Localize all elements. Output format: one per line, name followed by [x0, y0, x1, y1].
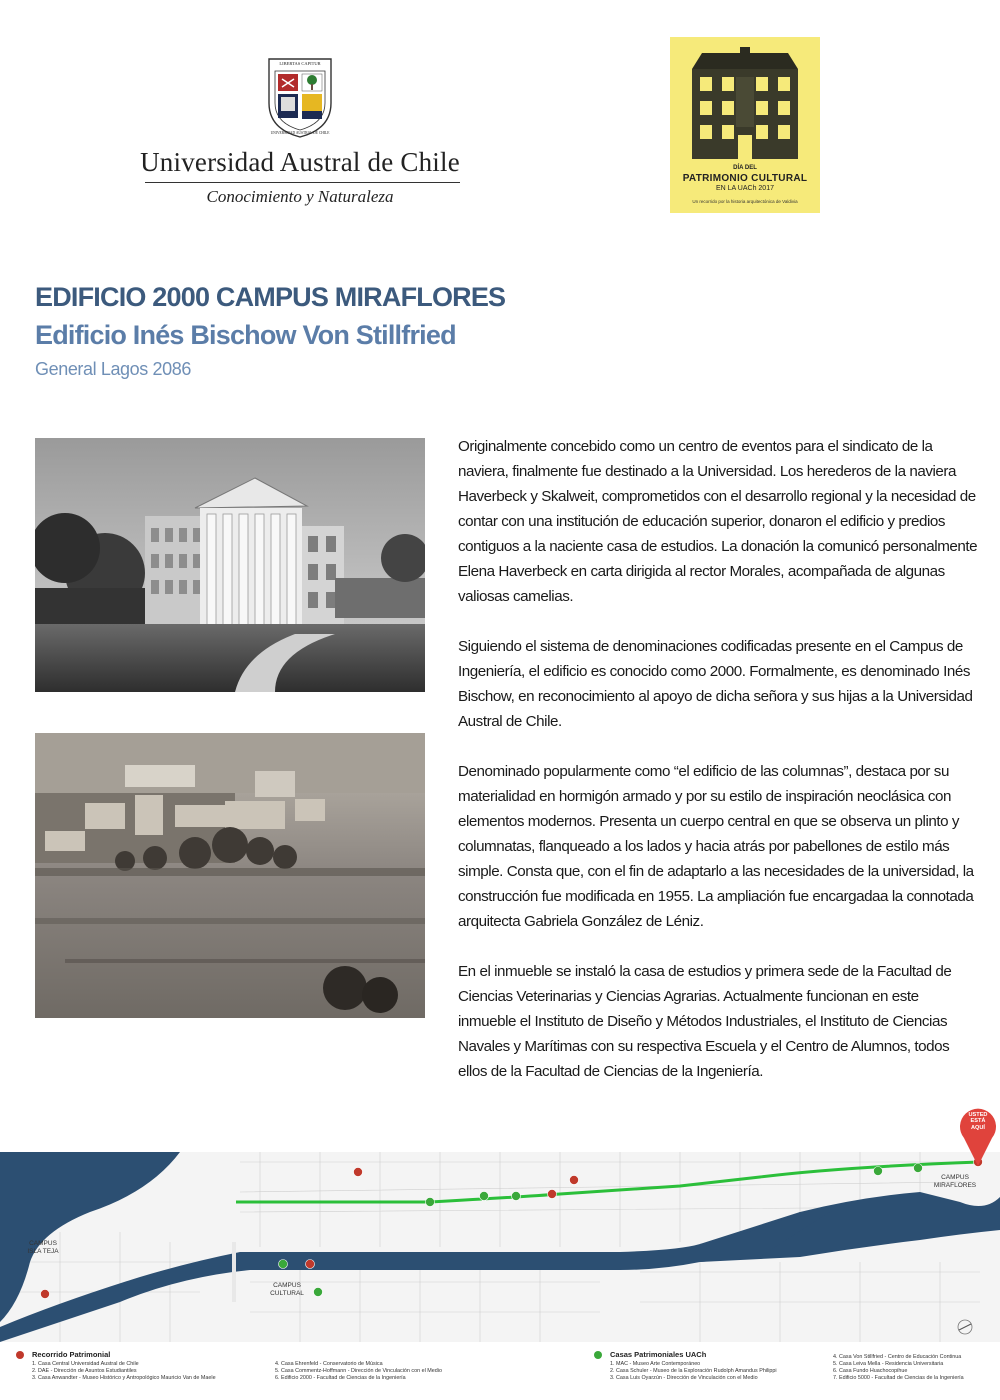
map-label-miraflores: CAMPUS MIRAFLORES — [933, 1174, 977, 1189]
legend-item: 7. Edificio 5000 - Facultad de Ciencias de la Ingeniería — [833, 1375, 964, 1381]
poster-line1: DÍA DEL — [733, 165, 757, 171]
route-map — [0, 1152, 1000, 1342]
divider — [145, 182, 460, 183]
patrimonio-poster — [670, 37, 820, 213]
legend-red-dot — [16, 1351, 24, 1359]
flood-aerial-photo — [35, 733, 425, 1018]
legend-casas-title: Casas Patrimoniales UACh — [610, 1350, 707, 1359]
legend-item: 4. Casa Von Stillfried - Centro de Educación Continua — [833, 1354, 962, 1360]
legend-item: 5. Casa Leiva Mella - Residencia Universitaria — [833, 1361, 944, 1367]
crest-ring-text: UNIVERSIDAD AUSTRAL DE CHILE — [270, 131, 330, 135]
legend-item: 1. Casa Central Universidad Austral de Chile — [32, 1361, 139, 1367]
legend-casas-col1 — [610, 1361, 777, 1382]
poster-line3: EN LA UACh 2017 — [716, 185, 774, 192]
page-subtitle: Edificio Inés Bischow Von Stillfried — [35, 320, 456, 350]
legend-recorrido-col1 — [32, 1361, 216, 1382]
legend-recorrido-col2 — [275, 1361, 442, 1382]
body-paragraph-1: Originalmente concebido como un centro de eventos para el sindicato de la naviera, finalmente fue destinado a la Universidad. Los herederos de la naviera Haverbeck y Skalweit, comprometidos con el desarrollo regional y la necesidad de contar con una institución de educación superior, donaron el edificio y predios contiguos a la naciente casa de estudios. La donación la comunicó personalmente Elena Haverbeck en carta dirigida al rector Morales, acompañada de algunas valiosas camelias. — [458, 438, 978, 605]
page-title: EDIFICIO 2000 CAMPUS MIRAFLORES — [35, 282, 506, 312]
legend-item: 2. DAE - Dirección de Asuntos Estudiantiles — [32, 1368, 137, 1374]
building-photo — [35, 438, 425, 692]
legend-item: 6. Casa Fundo Huachocopihue — [833, 1368, 908, 1374]
legend-item: 2. Casa Schuler - Museo de la Exploración Rudolph Amandus Philippi — [610, 1368, 777, 1374]
map-label-cultural: CAMPUS CULTURAL — [270, 1282, 304, 1297]
university-tagline: Conocimiento y Naturaleza — [206, 187, 394, 206]
legend-item: 1. MAC - Museo Arte Contemporáneo — [610, 1361, 701, 1367]
legend-item: 3. Casa Anwandter - Museo Histórico y Antropológico Mauricio Van de Maele — [32, 1375, 216, 1381]
poster-line2: PATRIMONIO CULTURAL — [682, 173, 808, 184]
university-crest — [265, 55, 335, 139]
body-paragraph-4: En el inmueble se instaló la casa de estudios y primera sede de la Facultad de Ciencias Veterinarias y Ciencias Agrarias. Actualmente funcionan en este inmueble el Instituto de Diseño y Métodos Industriales, el Instituto de Ciencias Navales y Marítimas con su respectiva Escuela y el Centro de Alumnos, todos ellos de la Facultad de Ciencias de la Ingeniería. — [458, 963, 952, 1080]
address: General Lagos 2086 — [35, 359, 191, 379]
building-illustration — [686, 47, 804, 162]
legend-item: 4. Casa Ehrenfeld - Conservatorio de Música — [275, 1361, 383, 1367]
pin-label: USTED ESTÁ AQUÍ — [968, 1112, 988, 1131]
university-logo — [140, 55, 460, 215]
legend-recorrido-title: Recorrido Patrimonial — [32, 1350, 111, 1359]
legend-casas-col2 — [833, 1354, 964, 1382]
crest-motto: LIBERTAS CAPITUR — [279, 61, 321, 66]
university-name: Universidad Austral de Chile — [140, 147, 460, 177]
legend-green-dot — [594, 1351, 602, 1359]
poster-line4: Un recorrido por la historia arquitectónica de Valdivia — [692, 199, 798, 204]
legend-item: 5. Casa Commentz-Hoffmann - Dirección de Vinculación con el Medio — [275, 1368, 442, 1374]
body-paragraph-3: Denominado popularmente como “el edificio de las columnas”, destaca por su materialidad en hormigón armado y por su estilo de inspiración neoclásica con elementos modernos. Presenta un cuerpo central en que se observa un plinto y columnatas, flanqueado a los lados y hacia atrás por pabellones de estilo más simple. Consta que, con el fin de adaptarlo a las necesidades de la universidad, la construcción fue modificada en 1955. La ampliación fue encargadaa la connotada arquitecta Gabriela González de Léniz. — [458, 763, 974, 930]
body-paragraph-2: Siguiendo el sistema de denominaciones codificadas presente en el Campus de Ingeniería, el edificio es conocido como 2000. Formalmente, es denominado Inés Bischow, en reconocimiento al apoyo de dicha señora y sus hijas a la Universidad Austral de Chile. — [458, 638, 973, 730]
legend-item: 6. Edificio 2000 - Facultad de Ciencias de la Ingeniería — [275, 1375, 406, 1381]
legend-item: 3. Casa Luis Oyarzún - Dirección de Vinculación con el Medio — [610, 1375, 758, 1381]
map-label-isla-teja: CAMPUS ISLA TEJA — [27, 1240, 59, 1255]
body-text — [458, 434, 978, 1109]
